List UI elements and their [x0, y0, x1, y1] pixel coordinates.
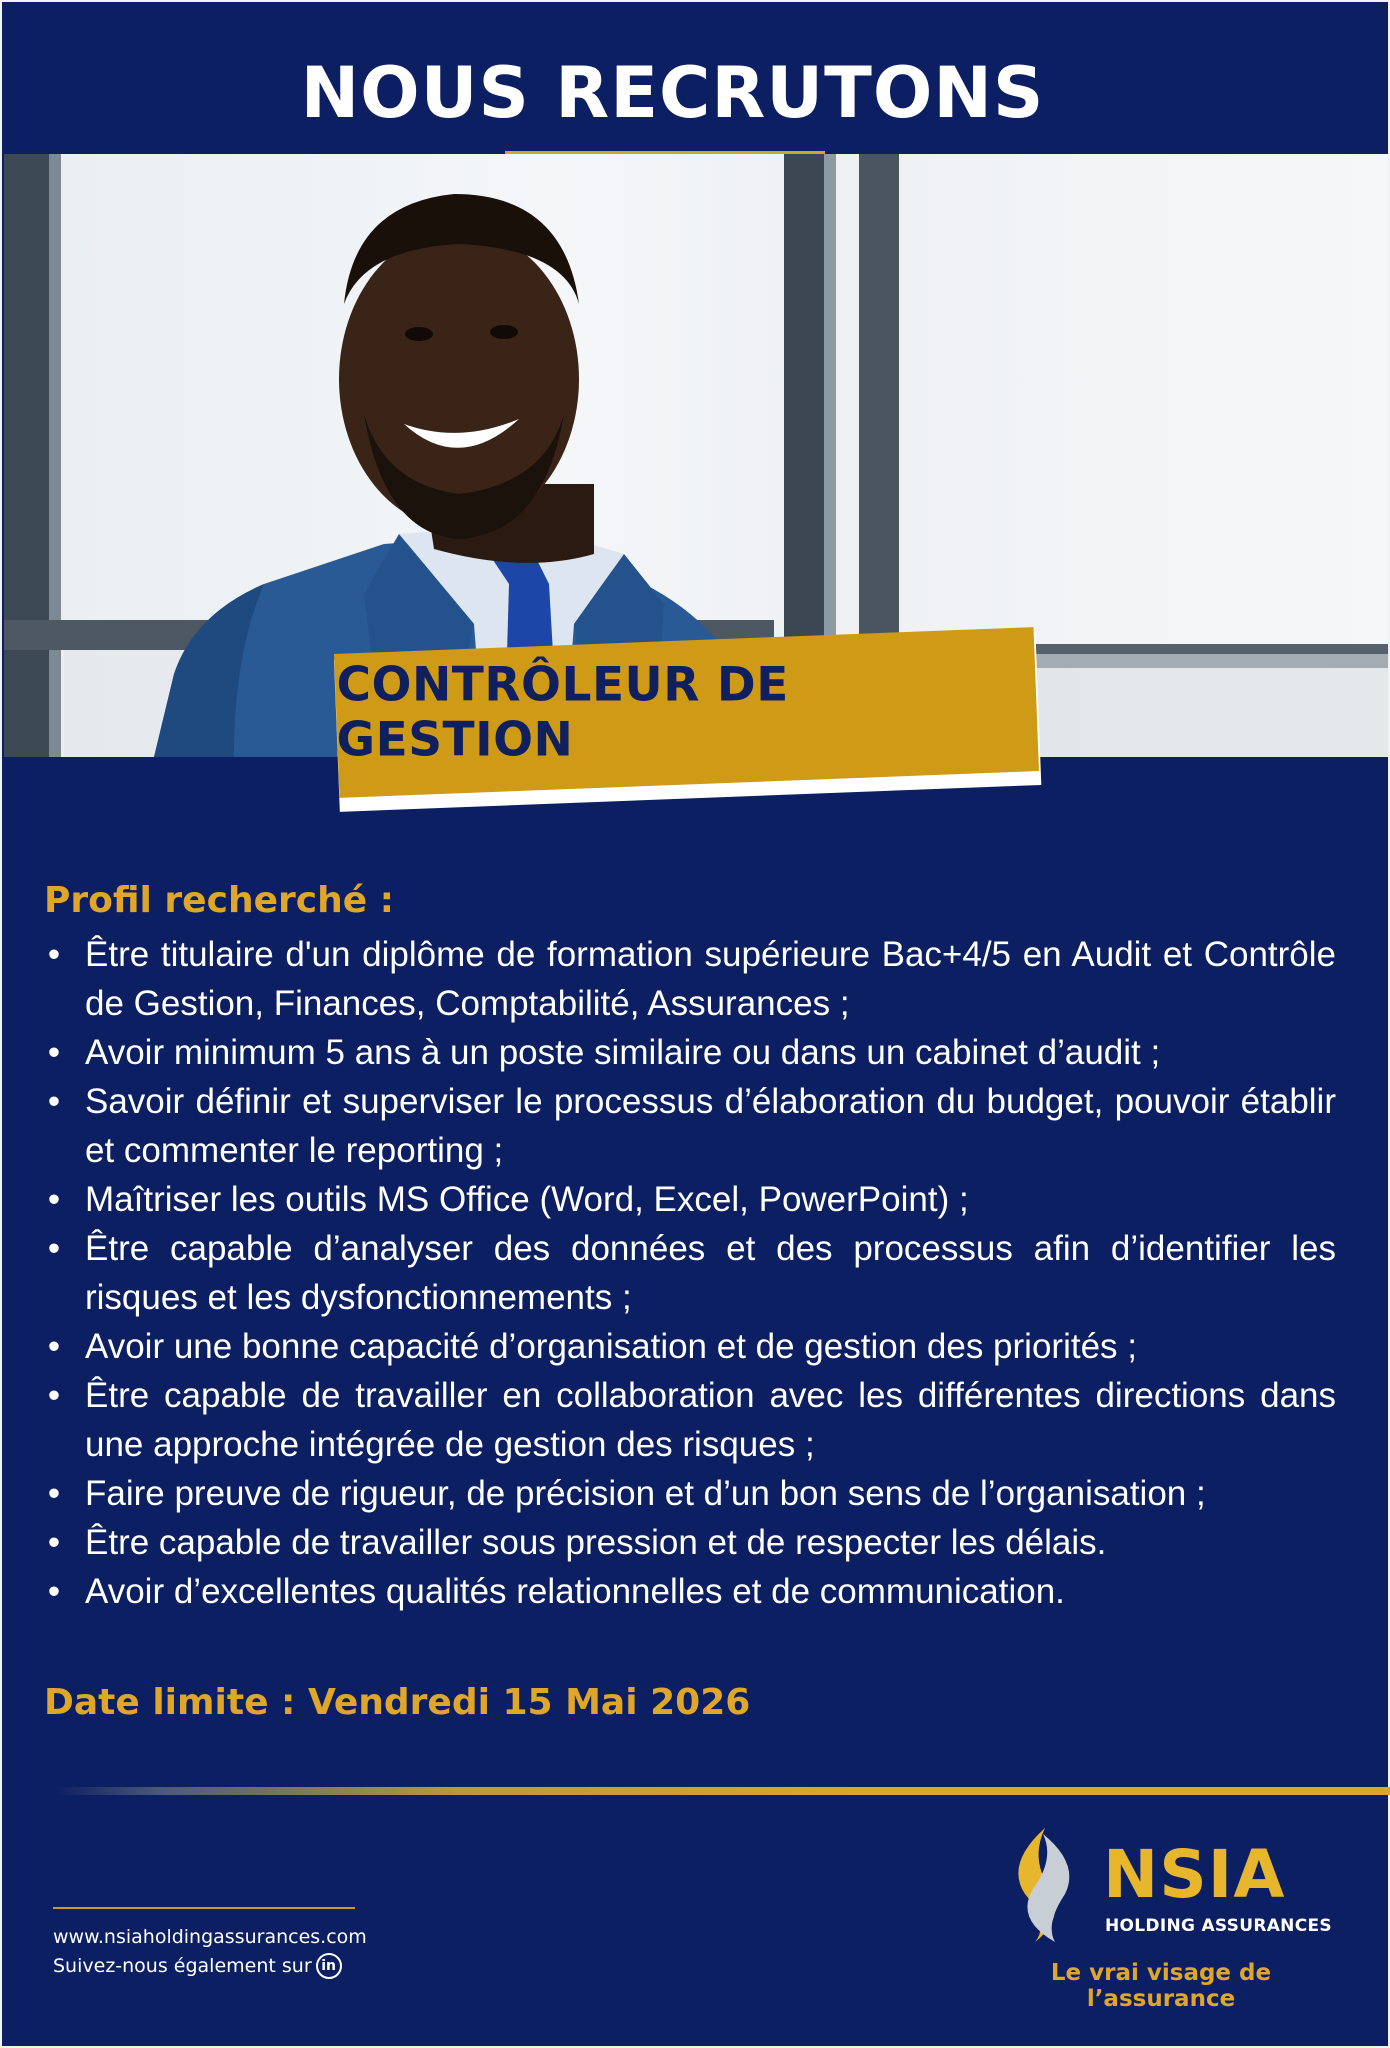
list-item — [44, 1322, 1336, 1371]
social-follow — [53, 1953, 342, 1979]
list-item — [44, 1028, 1336, 1077]
footer-divider — [55, 1787, 1390, 1795]
list-item-text: Être capable de travailler en collaboration avec les différentes directions dans une approche intégrée de gestion des risques ; — [85, 1376, 1336, 1464]
website-link[interactable]: www.nsiaholdingassurances.com — [53, 1926, 367, 1948]
job-title-banner — [334, 627, 1039, 798]
bullet: • — [47, 1327, 61, 1366]
deadline-text: Date limite : Vendredi 15 Mai 2026 — [44, 1682, 751, 1723]
list-item-text: Être capable de travailler sous pression et de respecter les délais. — [85, 1523, 1107, 1562]
list-item — [44, 1371, 1336, 1469]
list-item-text: Être capable d’analyser des données et des processus afin d’identifier les risques et les dysfonctionnements ; — [85, 1229, 1336, 1317]
list-item-text: Avoir d’excellentes qualités relationnelles et de communication. — [85, 1572, 1065, 1611]
list-item — [44, 1224, 1336, 1322]
bullet: • — [47, 1082, 61, 1121]
list-item — [44, 1567, 1336, 1616]
bullet: • — [47, 1523, 61, 1562]
list-item — [44, 930, 1336, 1028]
logo-name: NSIA — [1103, 1836, 1286, 1913]
bullet: • — [47, 1572, 61, 1611]
bullet: • — [47, 935, 61, 974]
list-item-text: Maîtriser les outils MS Office (Word, Excel, PowerPoint) ; — [85, 1180, 969, 1219]
bullet: • — [47, 1180, 61, 1219]
list-item-text: Être titulaire d'un diplôme de formation supérieure Bac+4/5 en Audit et Contrôle de Gestion, Finances, Comptabilité, Assurances ; — [85, 935, 1336, 1023]
job-title: CONTRÔLEUR DE GESTION — [336, 657, 789, 768]
follow-text: Suivez-nous également sur — [53, 1955, 312, 1977]
list-item-text: Avoir minimum 5 ans à un poste similaire ou dans un cabinet d’audit ; — [85, 1033, 1161, 1072]
requirements-list — [44, 930, 1336, 1616]
tagline: Le vrai visage de l’assurance — [1050, 1960, 1272, 2012]
profile-heading: Profil recherché : — [44, 880, 395, 921]
list-item-text: Faire preuve de rigueur, de précision et d’un bon sens de l’organisation ; — [85, 1474, 1206, 1513]
list-item — [44, 1518, 1336, 1567]
logo-subtitle: HOLDING ASSURANCES — [1105, 1916, 1332, 1936]
bullet: • — [47, 1033, 61, 1072]
company-logo — [995, 1818, 1335, 1968]
bullet: • — [47, 1376, 61, 1415]
page-title: NOUS RECRUTONS — [300, 52, 1045, 134]
nsia-emblem-icon — [995, 1824, 1095, 1944]
bullet: • — [47, 1229, 61, 1268]
list-item — [44, 1469, 1336, 1518]
list-item-text: Avoir une bonne capacité d’organisation et de gestion des priorités ; — [85, 1327, 1137, 1366]
list-item — [44, 1077, 1336, 1175]
list-item-text: Savoir définir et superviser le processus d’élaboration du budget, pouvoir établir et commenter le reporting ; — [85, 1082, 1336, 1170]
list-item — [44, 1175, 1336, 1224]
bullet: • — [47, 1474, 61, 1513]
linkedin-icon[interactable]: in — [316, 1953, 342, 1979]
footer-rule — [53, 1907, 355, 1909]
